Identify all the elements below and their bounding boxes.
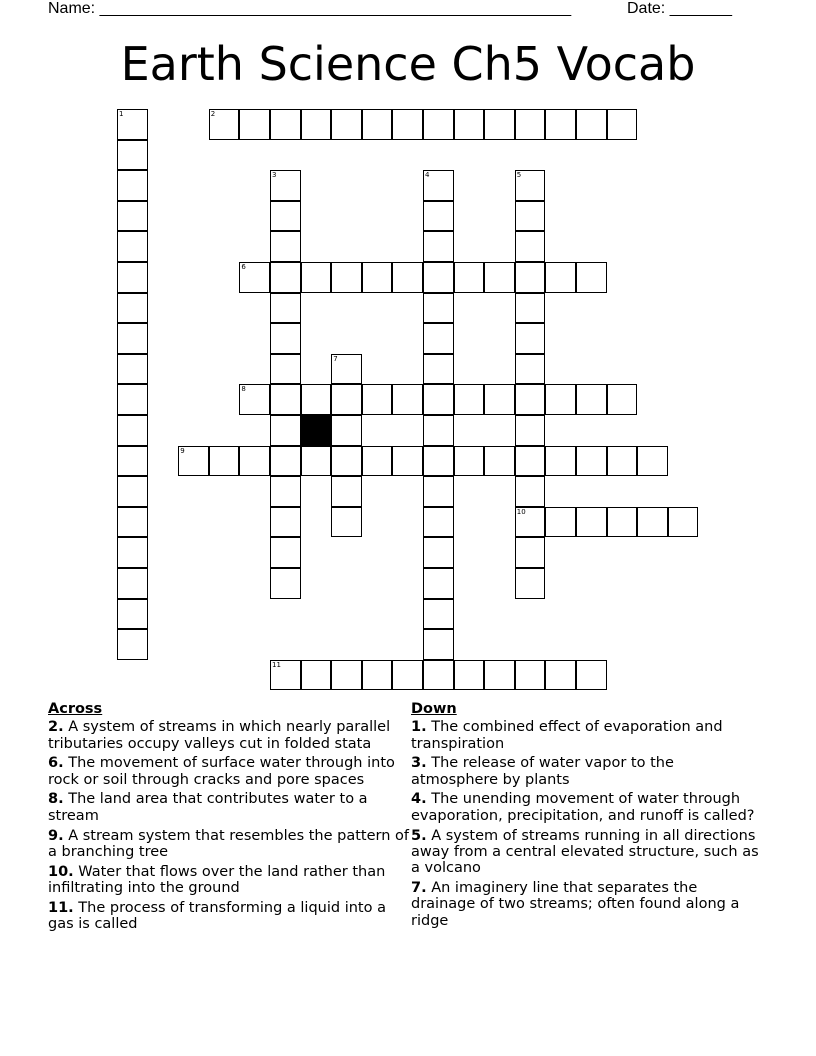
down-heading: Down — [411, 701, 457, 717]
black-cell — [301, 415, 332, 446]
across-clue — [48, 864, 410, 897]
clue-number: 7. — [411, 879, 427, 896]
crossword-cell[interactable] — [362, 384, 393, 415]
crossword-cell[interactable] — [637, 507, 668, 538]
crossword-cell[interactable] — [515, 507, 546, 538]
crossword-cell[interactable] — [545, 262, 576, 293]
crossword-cell[interactable] — [270, 323, 301, 354]
crossword-cell[interactable] — [117, 140, 148, 171]
crossword-cell[interactable] — [117, 262, 148, 293]
crossword-cell[interactable] — [423, 476, 454, 507]
crossword-cell[interactable] — [454, 109, 485, 140]
crossword-cell[interactable] — [423, 354, 454, 385]
page-title: Earth Science Ch5 Vocab — [120, 37, 696, 91]
across-heading: Across — [48, 701, 103, 717]
crossword-cell[interactable] — [209, 446, 240, 477]
crossword-cell[interactable] — [515, 201, 546, 232]
name-field[interactable]: Name: _____________________________________________________ — [48, 0, 572, 17]
across-clue-list — [48, 719, 410, 932]
crossword-cell[interactable] — [392, 660, 423, 691]
down-clue — [411, 791, 763, 824]
across-clue — [48, 828, 410, 861]
crossword-cell[interactable] — [331, 507, 362, 538]
across-clues — [48, 701, 410, 936]
across-clue — [48, 719, 410, 752]
across-clue — [48, 791, 410, 824]
crossword-cell[interactable] — [545, 446, 576, 477]
crossword-cell[interactable] — [576, 384, 607, 415]
crossword-cell[interactable] — [423, 629, 454, 660]
down-clue-list — [411, 719, 763, 929]
crossword-cell[interactable] — [362, 446, 393, 477]
crossword-cell[interactable] — [515, 415, 546, 446]
clue-number: 2. — [48, 719, 64, 736]
crossword-cell[interactable] — [607, 384, 638, 415]
crossword-cell[interactable] — [607, 446, 638, 477]
clue-text: The release of water vapor to the atmosphere by plants — [411, 755, 674, 788]
crossword-cell[interactable] — [117, 415, 148, 446]
crossword-cell[interactable] — [270, 384, 301, 415]
crossword-cell[interactable] — [576, 507, 607, 538]
crossword-cell[interactable] — [423, 323, 454, 354]
down-clue — [411, 828, 763, 877]
crossword-cell[interactable] — [454, 384, 485, 415]
cell-number: 7 — [333, 354, 338, 363]
crossword-cell[interactable] — [423, 293, 454, 324]
crossword-cell[interactable] — [515, 354, 546, 385]
crossword-cell[interactable] — [270, 660, 301, 691]
crossword-cell[interactable] — [178, 446, 209, 477]
crossword-cell[interactable] — [423, 599, 454, 630]
crossword-cell[interactable] — [331, 476, 362, 507]
crossword-cell[interactable] — [515, 446, 546, 477]
crossword-cell[interactable] — [239, 446, 270, 477]
crossword-cell[interactable] — [331, 415, 362, 446]
cell-number: 2 — [210, 110, 216, 118]
crossword-cell[interactable] — [117, 507, 148, 538]
crossword-cell[interactable] — [423, 568, 454, 599]
crossword-cell[interactable] — [117, 446, 148, 477]
crossword-cell[interactable] — [362, 109, 393, 140]
across-clue — [48, 900, 410, 933]
crossword-cell[interactable] — [301, 262, 332, 293]
clue-text: The unending movement of water through evaporation, precipitation, and runoff is called? — [411, 791, 755, 824]
crossword-cell[interactable] — [454, 660, 485, 691]
clue-number: 1. — [411, 719, 427, 736]
crossword-cell[interactable] — [270, 415, 301, 446]
cell-number: 6 — [241, 263, 246, 271]
clue-number: 9. — [48, 827, 64, 844]
clue-text: Water that flows over the land rather than infiltrating into the ground — [48, 863, 386, 896]
crossword-cell[interactable] — [607, 109, 638, 140]
crossword-cell[interactable] — [484, 660, 515, 691]
crossword-cell[interactable] — [117, 568, 148, 599]
clue-text: An imaginery line that separates the drainage of two streams; often found along a ridge — [411, 879, 740, 929]
crossword-cell[interactable] — [576, 446, 607, 477]
cell-number: 3 — [272, 171, 277, 180]
crossword-cell[interactable] — [576, 109, 607, 140]
crossword-cell[interactable] — [331, 354, 362, 385]
clue-text: A stream system that resembles the pattern of a branching tree — [48, 827, 410, 860]
clue-number: 5. — [411, 827, 427, 844]
crossword-cell[interactable] — [270, 568, 301, 599]
crossword-cell[interactable] — [239, 384, 270, 415]
down-clue — [411, 755, 763, 788]
crossword-cell[interactable] — [117, 384, 148, 415]
down-clue — [411, 719, 763, 752]
crossword-cell[interactable] — [301, 109, 332, 140]
crossword-cell[interactable] — [239, 262, 270, 293]
crossword-cell[interactable] — [117, 323, 148, 354]
clue-text: The process of transforming a liquid into a gas is called — [48, 899, 386, 933]
crossword-cell[interactable] — [545, 660, 576, 691]
crossword-cell[interactable] — [423, 109, 454, 140]
crossword-cell[interactable] — [545, 384, 576, 415]
crossword-cell[interactable] — [423, 537, 454, 568]
clue-number: 3. — [411, 755, 427, 772]
clue-text: The combined effect of evaporation and transpiration — [411, 719, 723, 752]
crossword-cell[interactable] — [545, 507, 576, 538]
crossword-cell[interactable] — [270, 476, 301, 507]
clue-number: 11. — [48, 899, 74, 916]
crossword-cell[interactable] — [423, 384, 454, 415]
clue-text: A system of streams in which nearly parallel tributaries occupy valleys cut in folded stata — [48, 719, 391, 752]
crossword-cell[interactable] — [117, 599, 148, 630]
crossword-cell[interactable] — [117, 354, 148, 385]
crossword-cell[interactable] — [515, 109, 546, 140]
crossword-cell[interactable] — [331, 660, 362, 691]
crossword-cell[interactable] — [515, 323, 546, 354]
crossword-cell[interactable] — [117, 170, 148, 201]
crossword-cell[interactable] — [423, 262, 454, 293]
crossword-cell[interactable] — [209, 109, 240, 140]
crossword-cell[interactable] — [392, 384, 423, 415]
crossword-cell[interactable] — [239, 109, 270, 140]
crossword-cell[interactable] — [484, 109, 515, 140]
crossword-cell[interactable] — [392, 109, 423, 140]
date-field[interactable]: Date: _______ — [627, 0, 732, 17]
crossword-cell[interactable] — [637, 446, 668, 477]
crossword-cell[interactable] — [423, 507, 454, 538]
clue-number: 4. — [411, 791, 427, 808]
clue-text: The land area that contributes water to a stream — [48, 791, 368, 824]
cell-number: 1 — [119, 110, 124, 118]
crossword-cell[interactable] — [117, 476, 148, 507]
cell-number: 10 — [516, 507, 526, 516]
crossword-cell[interactable] — [484, 446, 515, 477]
down-clues — [411, 701, 763, 932]
crossword-cell[interactable] — [117, 629, 148, 660]
crossword-cell[interactable] — [423, 415, 454, 446]
clue-number: 6. — [48, 755, 64, 772]
cell-number: 4 — [425, 171, 430, 180]
crossword-cell[interactable] — [270, 537, 301, 568]
clue-number: 10. — [48, 863, 74, 880]
crossword-cell[interactable] — [576, 262, 607, 293]
crossword-cell[interactable] — [423, 446, 454, 477]
crossword-cell[interactable] — [423, 231, 454, 262]
cell-number: 5 — [516, 171, 522, 180]
crossword-cell[interactable] — [362, 262, 393, 293]
crossword-cell[interactable] — [270, 446, 301, 477]
crossword-cell[interactable] — [301, 660, 332, 691]
clue-text: The movement of surface water through into rock or soil through cracks and pore spaces — [48, 755, 395, 788]
crossword-cell[interactable] — [515, 170, 546, 201]
crossword-cell[interactable] — [484, 262, 515, 293]
crossword-cell[interactable] — [607, 507, 638, 538]
crossword-cell[interactable] — [270, 201, 301, 232]
crossword-cell[interactable] — [515, 384, 546, 415]
crossword-cell[interactable] — [270, 507, 301, 538]
crossword-cell[interactable] — [331, 446, 362, 477]
clue-number: 8. — [48, 791, 64, 808]
crossword-cell[interactable] — [270, 293, 301, 324]
crossword-cell[interactable] — [515, 476, 546, 507]
crossword-cell[interactable] — [515, 537, 546, 568]
crossword-cell[interactable] — [270, 231, 301, 262]
across-clue — [48, 755, 410, 788]
crossword-cell[interactable] — [270, 354, 301, 385]
cell-number: 9 — [180, 446, 185, 455]
crossword-cell[interactable] — [515, 231, 546, 262]
crossword-cell[interactable] — [301, 446, 332, 477]
crossword-cell[interactable] — [423, 660, 454, 691]
cell-number: 11 — [272, 660, 281, 669]
crossword-cell[interactable] — [117, 293, 148, 324]
clue-text: A system of streams running in all directions away from a central elevated structure, such as a volcano — [411, 827, 759, 877]
crossword-cell[interactable] — [484, 384, 515, 415]
crossword-cell[interactable] — [392, 262, 423, 293]
crossword-cell[interactable] — [301, 384, 332, 415]
crossword-cell[interactable] — [545, 109, 576, 140]
crossword-cell[interactable] — [423, 170, 454, 201]
crossword-cell[interactable] — [515, 568, 546, 599]
crossword-cell[interactable] — [270, 262, 301, 293]
crossword-cell[interactable] — [331, 384, 362, 415]
crossword-cell[interactable] — [515, 262, 546, 293]
crossword-cell[interactable] — [515, 293, 546, 324]
cell-number: 8 — [241, 385, 246, 394]
crossword-cell[interactable] — [668, 507, 699, 538]
crossword-cell[interactable] — [117, 109, 148, 140]
crossword-cell[interactable] — [423, 201, 454, 232]
crossword-cell[interactable] — [117, 201, 148, 232]
crossword-cell[interactable] — [392, 446, 423, 477]
crossword-cell[interactable] — [331, 262, 362, 293]
crossword-cell[interactable] — [576, 660, 607, 691]
crossword-cell[interactable] — [117, 537, 148, 568]
crossword-cell[interactable] — [270, 109, 301, 140]
crossword-cell[interactable] — [362, 660, 393, 691]
crossword-cell[interactable] — [515, 660, 546, 691]
crossword-cell[interactable] — [331, 109, 362, 140]
crossword-cell[interactable] — [117, 231, 148, 262]
crossword-cell[interactable] — [454, 262, 485, 293]
crossword-cell[interactable] — [270, 170, 301, 201]
crossword-cell[interactable] — [454, 446, 485, 477]
down-clue — [411, 880, 763, 929]
